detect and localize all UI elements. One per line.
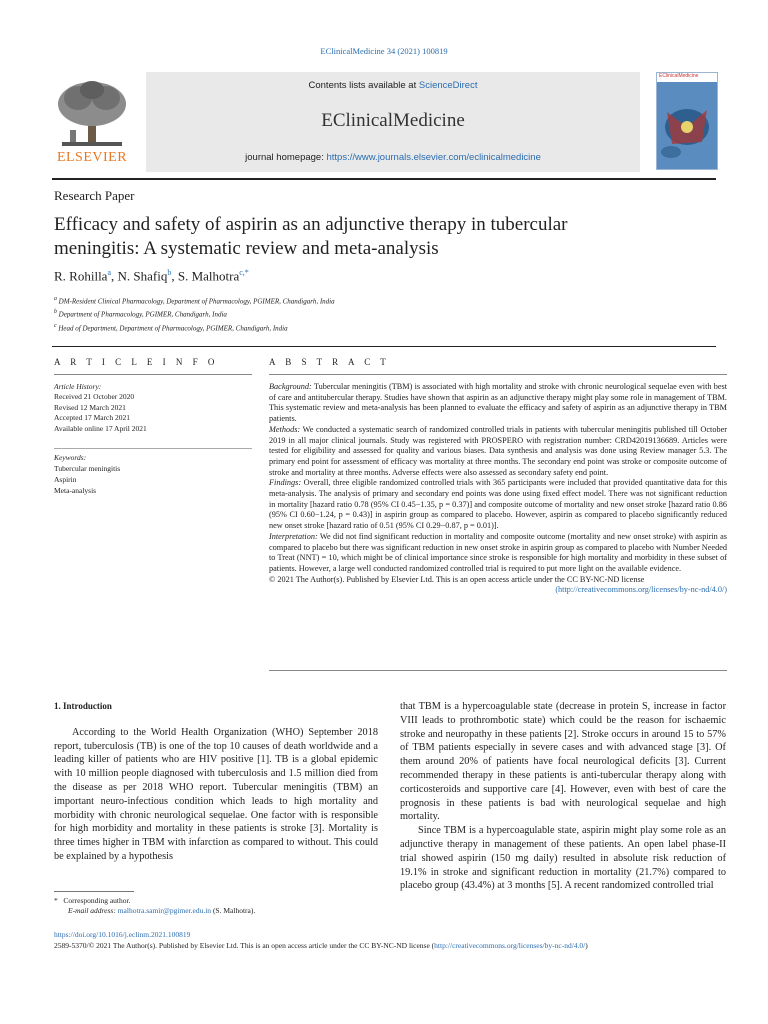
contents-prefix: Contents lists available at (308, 80, 419, 91)
history-item: Revised 12 March 2021 (54, 402, 126, 412)
abstract-bottom-rule (269, 670, 727, 671)
header-divider (52, 178, 716, 180)
body-paragraph: According to the World Health Organization (WHO) September 2018 report, tuberculosis (TB) is one of the top 10 causes of death worldwide and a leading killer of patients who are HIV positive [1]. TB is a global epidemic with 10 million people diagnosed with tuberculosis and 1.5 million died from the disease as per 2018 WHO report. Tubercular meningitis (TBM) an important neuro-infectious condition which leads to high mortality and morbidity with chronic neurological sequelae. One factor with is responsible for high morbidity and mortality in these patients is stroke [3]. Mortality is three times higher in TBM with infarction as compared to without. This could be explained by a hypothesis (54, 726, 378, 862)
body-paragraph: Since TBM is a hypercoagulable state, aspirin might play some role as an adjunctive therapy in management of these patients. An open label phase-II trial showed aspirin (150 mg daily) resulted in absolute risk reduction of 19.1% in stroke and significant reduction in mortality (21.7%) compared to placebo group (43.4%) at 3 months [5]. A recent randomized controlled trial (400, 825, 726, 892)
abstract-body (269, 382, 727, 596)
author-name: S. Malhotra (177, 268, 240, 284)
homepage-link[interactable]: https://www.journals.elsevier.com/eclinicalmedicine (326, 152, 541, 163)
body-column-right (400, 700, 726, 893)
body-paragraph: that TBM is a hypercoagulable state (decrease in protein S, increase in factor VIII leads to prothrombotic state) which could be the reason for ischaemic stroke and neuropathy in these patients [2]. Stroke occurs in around 15 to 57% of TBM patients especially in severe cases and with advanced stage [3]. Of them around 20% of patients have focal neurological deficits [3]. Current recommended therapy in these patients is anti-tubercular therapy along with corticosteroids and supportive care [4]. However, even with best of care the prognosis in these patients is bad with neurological sequelae and high mortality. (400, 701, 726, 823)
author-list (54, 268, 249, 284)
affiliation-text: Head of Department, Department of Pharmacology, PGIMER, Chandigarh, India (58, 323, 288, 332)
footer-copyright-text: 2589-5370/© 2021 The Author(s). Published by Elsevier Ltd. This is an open access article under the CC BY-NC-ND license ( (54, 941, 435, 950)
section-heading: 1. Introduction (54, 701, 112, 711)
history-item: Accepted 17 March 2021 (54, 413, 131, 423)
keywords-rule (54, 448, 252, 449)
footnote-marker: * (54, 896, 58, 905)
cover-title: EClinicalMedicine (657, 73, 717, 82)
keywords (54, 452, 120, 496)
elsevier-logo-text: ELSEVIER (56, 150, 128, 165)
info-divider (52, 346, 716, 347)
email-link[interactable]: malhotra.samir@pgimer.edu.in (117, 906, 212, 916)
findings-label: Findings: (269, 478, 302, 488)
author-separator: , (111, 268, 118, 284)
footer-license-link[interactable]: http://creativecommons.org/licenses/by-nc-nd/4.0/ (434, 941, 586, 950)
email-suffix: (S. Malhotra). (211, 906, 256, 916)
affiliation-item (54, 294, 335, 307)
keywords-label: Keywords: (54, 453, 87, 462)
background-label: Background: (269, 382, 312, 391)
methods-label: Methods: (269, 424, 301, 434)
affiliation-item (54, 307, 335, 320)
abstract-copyright: © 2021 The Author(s). Published by Elsevier Ltd. This is an open access article under the CC BY-NC-ND license (269, 574, 645, 584)
footnote-corresponding (54, 896, 255, 906)
journal-homepage (146, 152, 640, 163)
journal-cover-image (656, 72, 718, 170)
affiliation-sup: a (54, 296, 57, 302)
corresponding-footnote (54, 896, 255, 917)
background-text: Tubercular meningitis (TBM) is associated with high mortality and stroke with chronic neurological sequelae even with best of care and antitubercular therapy. Studies have shown that aspirin as an adjunctive therapy might play some role in management of TBM. This systematic review and meta-analysis has been planned to evaluate the efficacy and safety of aspirin as an adjunctive therapy in TBM patients. (269, 382, 727, 424)
author-separator: , (171, 268, 178, 284)
affiliation-text: DM-Resident Clinical Pharmacology, Department of Pharmacology, PGIMER, Chandigarh, India (58, 297, 335, 306)
email-label: E-mail address: (68, 906, 116, 916)
tree-icon (52, 78, 132, 150)
footer-copyright (54, 941, 588, 950)
affiliation-text: Department of Pharmacology, PGIMER, Chandigarh, India (58, 310, 227, 319)
homepage-prefix: journal homepage: (245, 152, 327, 163)
footer-copyright-suffix: ) (585, 941, 588, 950)
affiliations (54, 294, 335, 334)
article-info-rule (54, 374, 252, 375)
body-column-left (54, 700, 378, 864)
author-name: N. Shafiq (117, 268, 168, 284)
author-affiliation-sup[interactable]: a (107, 268, 112, 277)
article-info-heading: A R T I C L E I N F O (54, 357, 219, 367)
author-name: R. Rohilla (54, 268, 108, 284)
sciencedirect-link[interactable]: ScienceDirect (418, 80, 478, 91)
history-label: Article History: (54, 382, 102, 391)
abstract-rule (269, 374, 727, 375)
findings-text: Overall, three eligible randomized controlled trials with 365 participants were included that provided quantitative data for this meta-analysis. The analysis of primary and secondary end points was done using fixed effect model. There was not significant reduction in mortality [hazard ratio 0.78 (95% CI 0.45−1.35, p = 0.37)] and composite outcome of mortality and new onset stroke [hazard ratio 0.86 (95% CI 0.60−1.24, p = 0.43)] in aspirin group as compared to placebo. However, aspirin as compared to placebo significantly reduced new onset stroke [hazard ratio of 0.51 (95% CI 0.29−0.87, p = 0.01)]. (269, 478, 727, 531)
paper-title: Efficacy and safety of aspirin as an adjunctive therapy in tubercular meningitis: A systematic review and meta-analysis (54, 214, 568, 259)
footnote-email (54, 906, 255, 916)
abstract-heading: A B S T R A C T (269, 357, 390, 367)
history-item: Available online 17 April 2021 (54, 423, 147, 433)
methods-text: We conducted a systematic search of randomized controlled trials in patients with tubercular meningitis published till October 2019 in all major clinical journals. Study was registered with PROSPERO with registration number: CRD42019136689. Articles were tested for eligibility and assessed for quality and various biases. Data synthesis and analysis was done using Review manager 5.3. The primary end point for assessment of efficacy was mortality at three months. The secondary end point was stroke or composite outcome of stroke and mortality at three months. Adverse effects were also assessed as secondary safety end point. (269, 424, 727, 477)
cover-artwork-icon (657, 82, 717, 169)
history-item: Received 21 October 2020 (54, 392, 135, 402)
keyword-item: Aspirin (54, 475, 77, 484)
affiliation-item (54, 321, 335, 334)
journal-masthead (146, 72, 640, 172)
interpretation-text: We did not find significant reduction in mortality and composite outcome (mortality and new onset stroke) with aspirin as compared to placebo but there was significant reduction in new onset stroke in aspirin group as compared to placebo with Number Needed to Treat (NNT) = 10, which might be of clinical importance since stroke is responsible for high mortality and morbidity in these subset of patients. However, a large well conducted randomized controlled trial is required to put more light on the available evidence. (269, 531, 727, 573)
footnote-rule (54, 891, 134, 892)
article-history (54, 382, 147, 434)
keyword-item: Tubercular meningitis (54, 464, 121, 473)
author-affiliation-sup[interactable]: c,* (239, 268, 249, 277)
abstract-interpretation (269, 532, 727, 575)
journal-name: EClinicalMedicine (321, 110, 465, 131)
interpretation-label: Interpretation: (269, 531, 318, 541)
contents-availability (146, 80, 640, 91)
abstract-methods (269, 425, 727, 479)
doi-link[interactable]: https://doi.org/10.1016/j.eclinm.2021.100819 (54, 930, 191, 939)
paper-type: Research Paper (54, 188, 135, 203)
abstract-findings (269, 478, 727, 532)
abstract-license-link[interactable]: (http://creativecommons.org/licenses/by-nc-nd/4.0/) (555, 585, 727, 595)
journal-reference[interactable]: EClinicalMedicine 34 (2021) 100819 (320, 46, 448, 56)
affiliation-sup: c (54, 322, 57, 329)
author-affiliation-sup[interactable]: b (167, 268, 172, 277)
affiliation-sup: b (54, 309, 57, 316)
keyword-item: Meta-analysis (54, 486, 97, 495)
abstract-background (269, 382, 727, 425)
footnote-text: Corresponding author. (63, 896, 131, 905)
